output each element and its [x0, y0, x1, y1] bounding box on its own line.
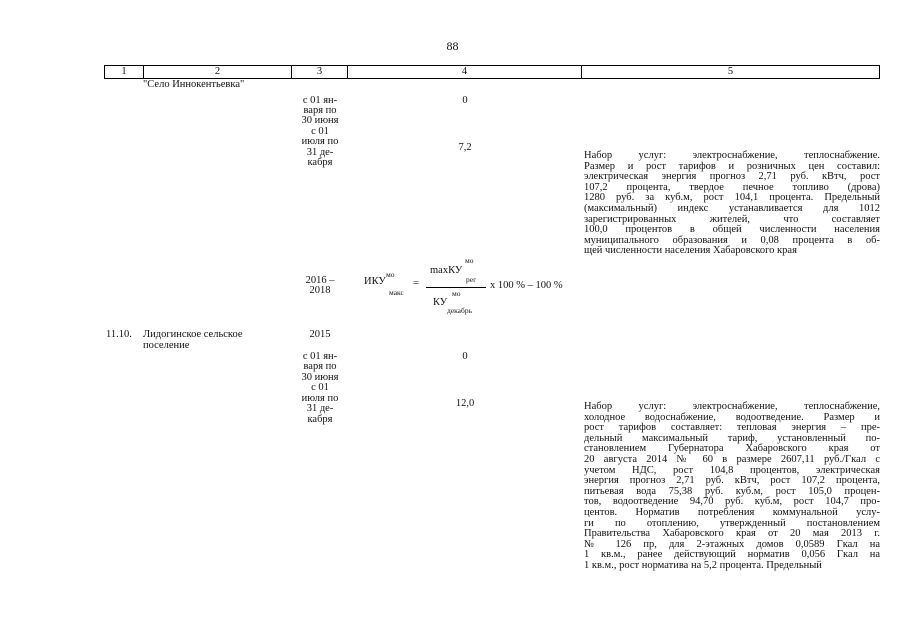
- year-2015: 2015: [309, 329, 331, 340]
- header-col-1: 1: [121, 66, 127, 77]
- index-value-first-half-1110: 0: [462, 351, 468, 362]
- index-value-second-half: 7,2: [458, 142, 472, 153]
- header-col-2: 2: [214, 66, 221, 77]
- index-value-first-half: 0: [462, 95, 468, 106]
- row-number: 11.10.: [106, 329, 132, 340]
- header-col-4: 4: [461, 66, 468, 77]
- page-number: 88: [446, 39, 459, 53]
- fraction-bar: [426, 287, 486, 288]
- table-header-row: [104, 65, 880, 79]
- header-col-3: 3: [316, 66, 323, 77]
- index-value-second-half-1110: 12,0: [455, 398, 475, 409]
- settlement-name-continued: "Село Иннокентьевка": [143, 79, 245, 90]
- services-description-1110: Набор услуг: электроснабжение, теплоснабжение, холодное водоснабжение, водоотведение. Размер и рост тарифов составляет: тепловая энергия – пре- дельный максимальный тариф, установленный по- становлением Губернатора Хабаровского края от 20 августа 2014 № 60 в размере 2607,11 руб./Гкал с учетом НДС, рост 104,8 процентов, электрическая энергия прогноз 2,71 руб. кВтч, рост 107,2 процента, питьевая вода 75,38 руб. куб.м, рост 105,0 процен- тов, водоотведение 94,70 руб. куб.м, рост 104,7 про- центов. Норматив потребления коммунальной услу- ги по отоплению, утвержденный постановлением Правительства Хабаровского края от 20 мая 2013 г. № 126 пр, для 2-этажных домов 0,0589 Гкал на 1 кв.м., ранее действующий норматив 0,056 Гкал на 1 кв.м., рост норматива на 5,2 процента. Предельный: [584, 401, 880, 571]
- header-col-5: 5: [727, 66, 734, 77]
- services-description: Набор услуг: электроснабжение, теплоснабжение. Размер и рост тарифов и розничных цен составил: электрическая энергия прогноз 2,71 руб. кВтч, рост 107,2 процента, твердое печное топливо (дрова) 1280 руб. за куб.м, рост 104,1 процента. Предельный (максимальный) индекс устанавливается для 1012 зарегистрированных жителей, что составляет 100,0 процентов в общей численности населения муниципального образования и 0,08 процента в об- щей численности населения Хабаровского края: [584, 150, 880, 257]
